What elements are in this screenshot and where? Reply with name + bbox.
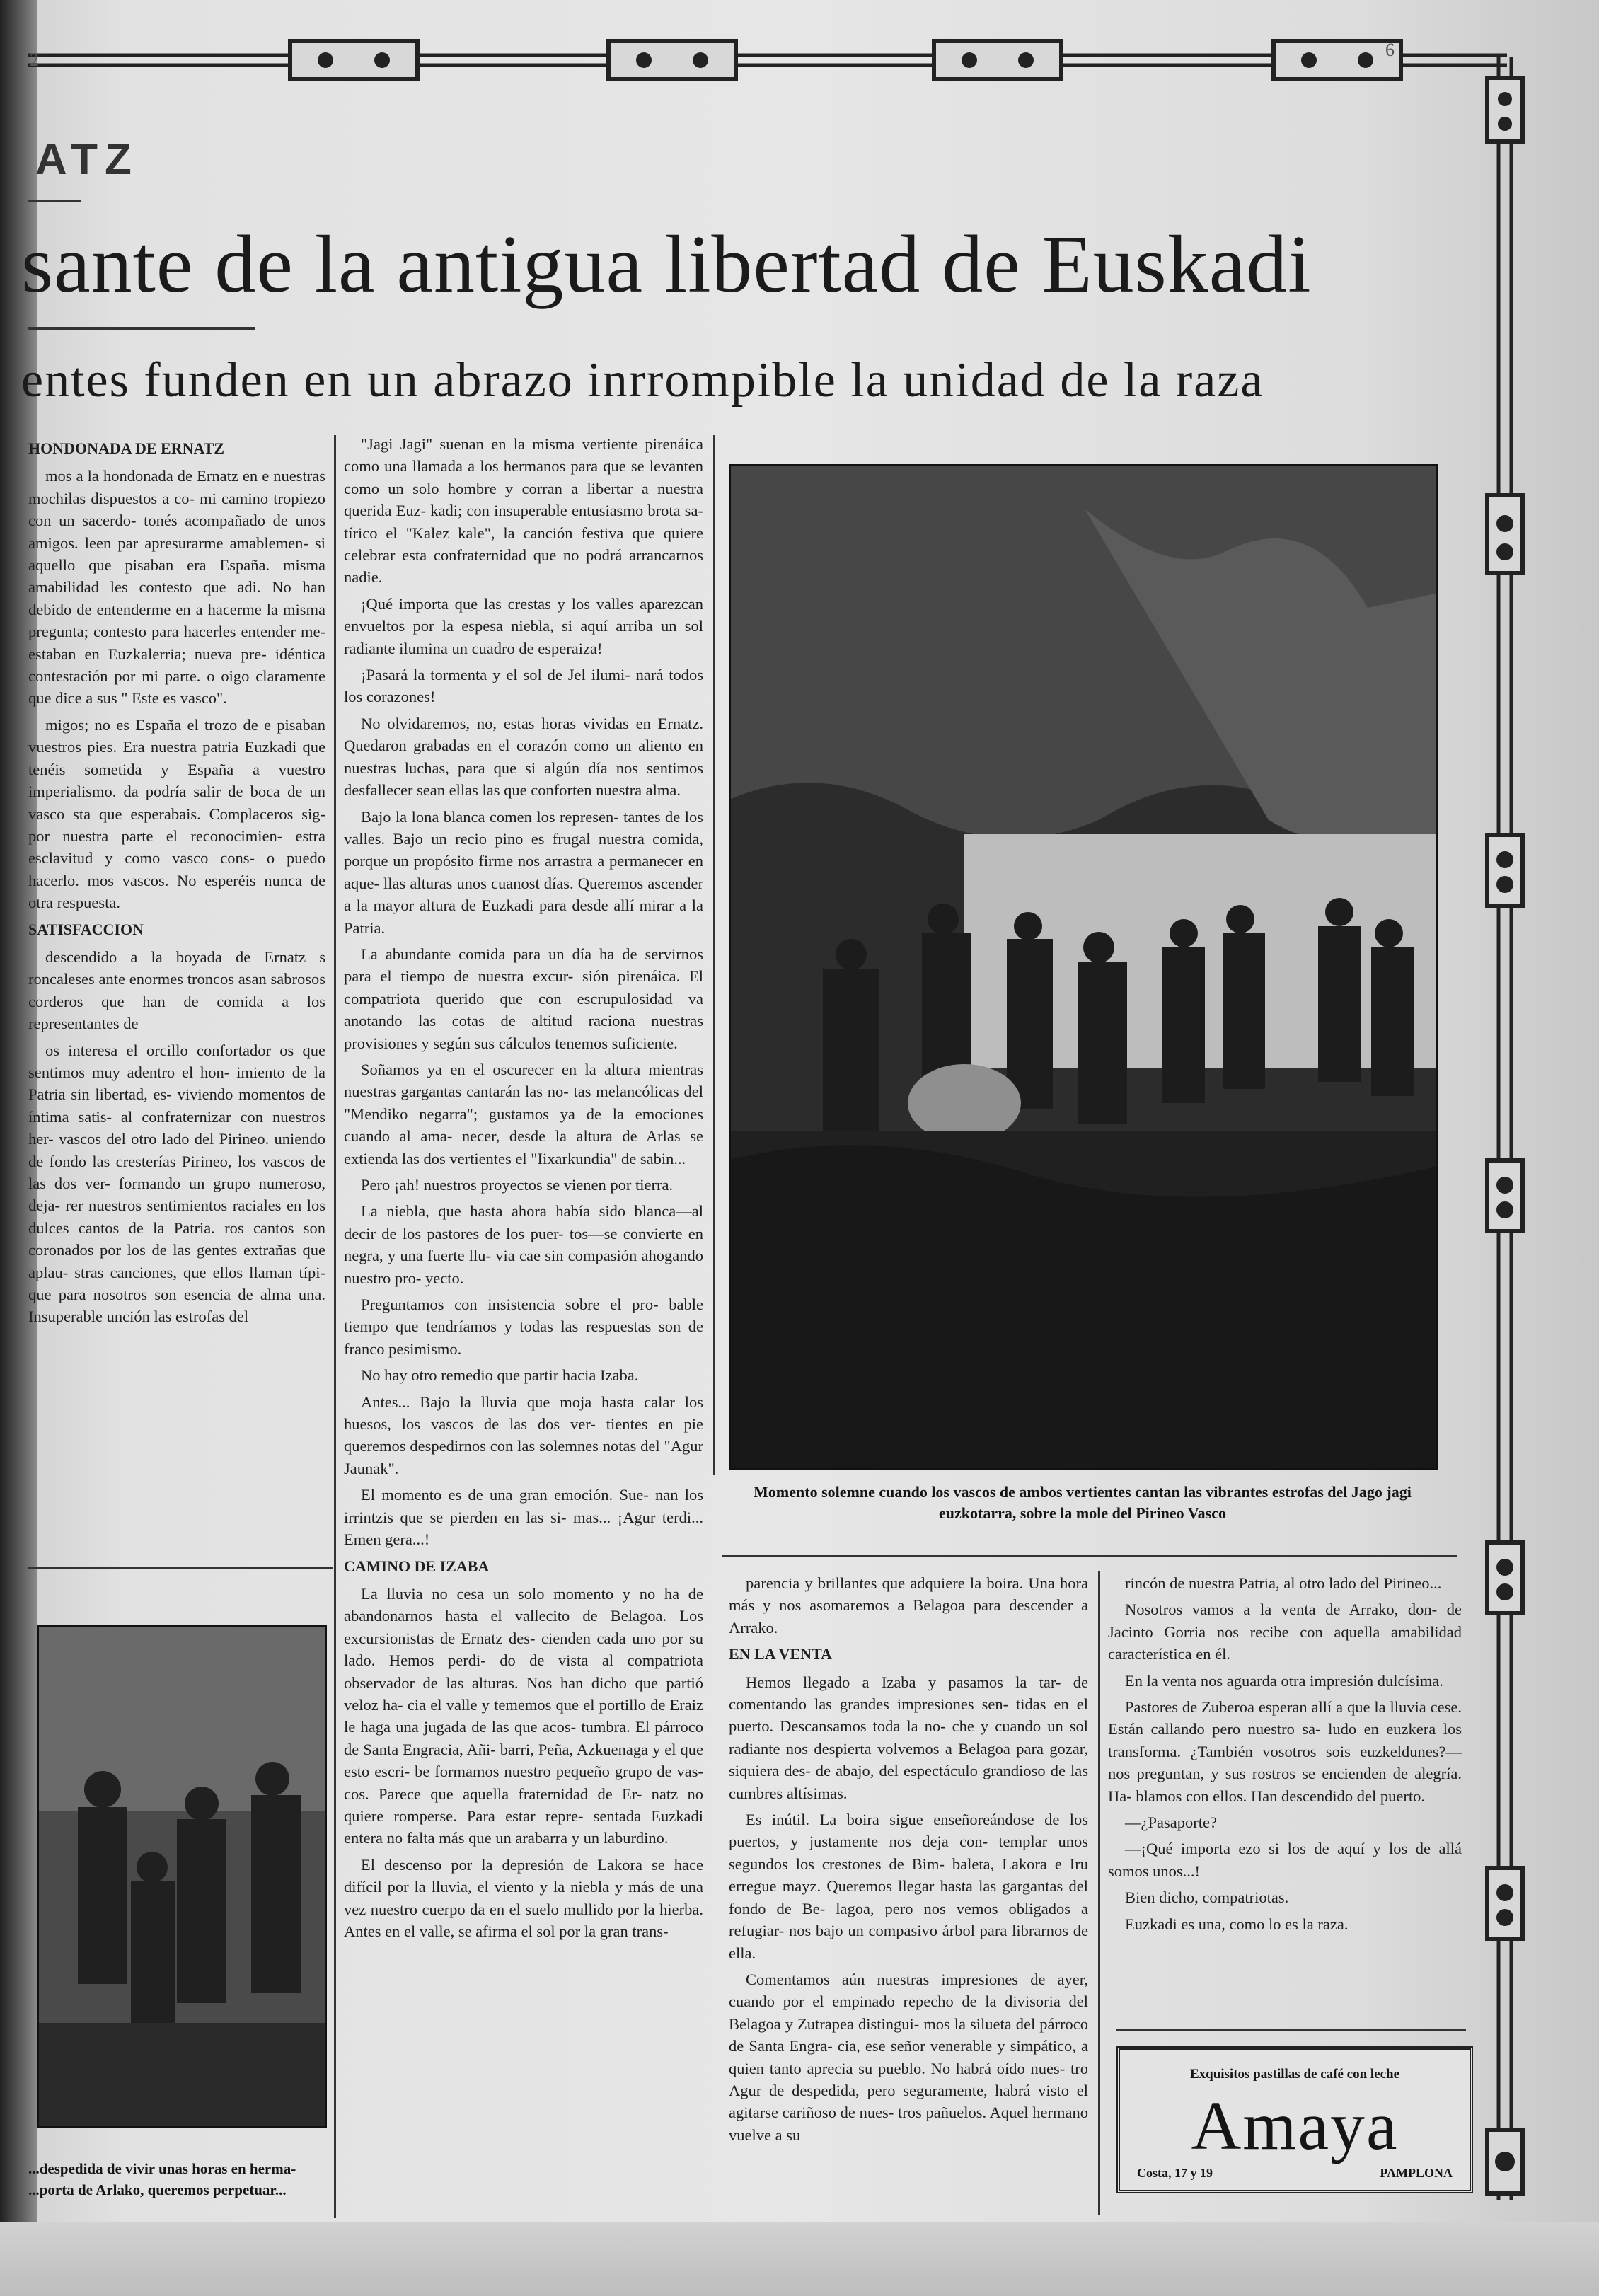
paragraph: No hay otro remedio que partir hacia Izaba. <box>361 1366 639 1385</box>
page-number-left: 2 <box>30 50 39 70</box>
paragraph: rincón de nuestra Patria, al otro lado del Pirineo... <box>1125 1574 1442 1592</box>
column-1-heading-2: SATISFACCION <box>28 920 144 938</box>
paragraph: "Jagi Jagi" suenan en la misma vertiente pirenáica como una llamada a los hermanos para que se levanten como un solo hombre y corran a libertar a nuestra querida Euz- kadi; con insuperable entusiasmo brota sa- tírico el "Kalez kale", la canción festiva que quiere celebrar esta confraternidad que no podrá arrancarnos nadie. <box>344 435 703 587</box>
section-title: ATZ <box>35 135 139 184</box>
article-column-3 <box>729 1572 1088 2150</box>
page-bottom-edge <box>0 2222 1599 2296</box>
column-1-rule <box>28 1567 333 1569</box>
paragraph: mos a la hondonada de Ernatz en e nuestras mochilas dispuestos a co- mi camino tropiezo con un sacerdo- tonés acompañado de unos amigos. leen par apresurarme amablemen- si aquello que pisaban era España. misma amabilidad les contesto que adi. No han debido de entenderme en a hacerme la misma pregunta; contesto para hacerles entender me- estaban en Euzkalerria; nueva pre- idéntica contestación por mi parte. o oigo claramente que dice a sus " Este es vasco". <box>28 467 325 708</box>
paragraph: En la venta nos aguarda otra impresión dulcísima. <box>1125 1671 1443 1690</box>
paragraph: Antes... Bajo la lluvia que moja hasta calar los huesos, los vascos de las dos ver- tientes en pie queremos despedirnos con las solemnes notas del "Agur Jaunak". <box>344 1392 703 1477</box>
paragraph: La lluvia no cesa un solo momento y no ha de abandonarnos hasta el vallecito de Belagoa. Los excursionistas de Ernatz des- cienden cada uno por su lado. Hemos perdi- do de vista al compatriota observador de las alturas. Nos han dicho que partió veloz ha- cia el valle y tememos que el portillo de Eraiz le haga una jugada de las que acos- tumbra. El párroco de Santa Engracia, Añi- barri, Peña, Azkuenaga y el que esto escri- be formamos nuestro pequeño grupo de vas- cos. Parece que aquella fraternidad de Er- natz no quiere romperse. Para estar repre- sentada Euzkadi entera no falta más que un arabarra y un laburdino. <box>344 1584 703 1847</box>
advertisement-box <box>1116 2046 1473 2193</box>
paragraph: Comentamos aún nuestras impresiones de ayer, cuando por el empinado repecho de la divisoria del Belagoa y Zutrapea distingui- mos la silueta del párroco de Santa Engra- cia, ese señor venerable y simpático, a quien tanto aprecia su pueblo. No habrá oído nues- tro Agur de despedida, pero seguramente, habrá visto el agitarse cariñoso de nues- tros pañuelos. Aquel hermano vuelve a su <box>729 1970 1088 2144</box>
ad-city: PAMPLONA <box>1380 2166 1453 2180</box>
headline-rule <box>28 327 255 330</box>
subheadline: entes funden en un abrazo inrrompible la unidad de la raza <box>21 353 1264 408</box>
paragraph: Pastores de Zuberoa esperan allí a que la lluvia cese. Están callando pero nuestro sa- ludo en euzkera los transforma. ¿También vosotros sois euzkeldunes?—nos preguntan, y sus rostros se encienden de alegría. Ha- blamos con ellos. Han descendido del puerto. <box>1108 1698 1462 1805</box>
paragraph: —¡Qué importa ezo si los de aquí y los de allá somos unos...! <box>1108 1840 1462 1880</box>
paragraph: parencia y brillantes que adquiere la boira. Una hora más y nos asomaremos a Belagoa para descender a Arrako. <box>729 1574 1088 1637</box>
lower-left-photo <box>37 1625 327 2128</box>
paragraph: Es inútil. La boira sigue enseñoreándose de los puertos, y justamente nos deja con- templar unos segundos los crestones de Bim- baleta, Lakora e Iru erregue mayz. Queremos llegar hasta las gargantas del fondo de Be- lagoa, pero nos vemos obligados a refugiar- nos bajo un compasivo árbol para librarnos de ella. <box>729 1811 1088 1962</box>
page-number-right: 6 <box>1385 40 1395 60</box>
ad-tagline: Exquisitos pastillas de café con leche <box>1189 2067 1400 2082</box>
paragraph: No olvidaremos, no, estas horas vividas en Ernatz. Quedaron grabadas en el corazón como un aliento en nuestras luchas, para que si algún día nos sentimos desfallecer sean ellas las que conforten nuestra alma. <box>344 714 703 800</box>
paragraph: Euzkadi es una, como lo es la raza. <box>1125 1915 1349 1933</box>
paragraph: Bien dicho, compatriotas. <box>1125 1888 1289 1907</box>
paragraph: Hemos llegado a Izaba y pasamos la tar- de comentando las grandes impresiones sen- tidas en el puerto. Descansamos toda la no- che y cuando un sol radiante nos despierta volvemos a Belagoa para gozar, siquiera des- de abajo, del espectáculo grandioso de las cumbres altísimas. <box>729 1673 1088 1802</box>
ad-top-rule <box>1116 2029 1466 2031</box>
column-3-heading: EN LA VENTA <box>729 1645 832 1663</box>
ad-address: Costa, 17 y 19 <box>1137 2166 1213 2180</box>
crowd-photo-illustration <box>39 1627 325 2126</box>
main-photo <box>729 464 1438 1470</box>
paragraph: Nosotros vamos a la venta de Arrako, don- de Jacinto Gorria nos recibe con aquella amabilidad característica en él. <box>1108 1600 1462 1663</box>
paragraph: El descenso por la depresión de Lakora se hace difícil por la lluvia, el viento y la niebla y más de una vez nuestro cuerpo da en el suelo mullido por la hierba. Antes en el valle, se afirma el sol por la gran trans- <box>344 1855 703 1940</box>
paragraph: La abundante comida para un día ha de servirnos para el tiempo de nuestra excur- sión pirenáica. El compatriota querido que con escrupulosidad va anotando las cotas de altitud raciona nuestras provisiones y según sus cálculos tenemos suficiente. <box>344 945 703 1052</box>
right-ornamental-border <box>1472 57 1535 2200</box>
column-divider-2 <box>713 435 715 1475</box>
headline: sante de la antigua libertad de Euskadi <box>21 219 1312 310</box>
paragraph: —¿Pasaporte? <box>1125 1813 1217 1832</box>
paragraph: Bajo la lona blanca comen los represen- tantes de los valles. Bajo un recio pino es frugal nuestra comida, porque un propósito firme nos arrastra a permanecer en aque- llas alturas unos cuanost días. Queremos ascender a la mayor altura de Euzkadi para desde allí mirar a la Patria. <box>344 807 703 937</box>
section-rule <box>28 200 81 202</box>
paragraph: os interesa el orcillo confortador os que sentimos muy adentro el hon- imiento de la Patria sin libertad, es- viviendo momentos de íntima satis- al confraternizar con nuestros her- vascos del otro lado del Pirineo. uniendo de fondo las cresterías Pirineo, los vascos de las dos ver- formando un grupo numeroso, deja- rer nuestros sentimientos raciales en los dulces cantos de la Patria. ros cantos son coronados por los de las gentes extrañas que aplau- stras canciones, que ellos llaman típi- que para nosotros son esencia de alma una. Insuperable unción las estrofas del <box>28 1041 325 1326</box>
photo-bottom-rule <box>722 1555 1457 1557</box>
main-photo-caption: Momento solemne cuando los vascos de ambos vertientes cantan las vibrantes estrofas del Jago jagi euzkotarra, sobre la mole del Pirineo Vasco <box>754 1483 1412 1522</box>
paragraph: ¡Qué importa que las crestas y los valles aparezcan envueltos por la espesa niebla, si aquí arriba un sol radiante ilumina un cuadro de esperaiza! <box>344 594 703 657</box>
column-2-heading: CAMINO DE IZABA <box>344 1557 490 1575</box>
ad-brand: Amaya <box>1191 2088 1399 2164</box>
column-divider-3 <box>1098 1571 1100 2215</box>
paragraph: El momento es de una gran emoción. Sue- nan los irrintzis que se pierden en las si- mas... ¡Agur terdi... Emen gera...! <box>344 1486 703 1549</box>
column-1-heading-1: HONDONADA DE ERNATZ <box>28 439 225 457</box>
mountain-gathering-illustration <box>731 466 1436 1468</box>
article-column-4 <box>1108 1572 1462 1939</box>
top-ornamental-border <box>28 31 1507 89</box>
column-divider-1 <box>334 435 336 2218</box>
article-column-2 <box>344 433 703 1946</box>
paragraph: migos; no es España el trozo de e pisaban vuestros pies. Era nuestra patria Euzkadi que tenéis sometida y España a vuestro imperialismo. da podría salir de boca de un vasco sta que esperabais. Complaceros sig- por nuestra parte el reconocimien- estra esclavitud y como vasco cons- o puedo hacerlo. mos vascos. No esperéis nunca de otra respuesta. <box>28 715 325 912</box>
paragraph: La niebla, que hasta ahora había sido blanca—al decir de los pastores de los puer- tos—se convierte en negra, y una fuerte llu- via cae sin compasión ahogando nuestro pro- yecto. <box>344 1202 703 1287</box>
paragraph: descendido a la boyada de Ernatz s roncaleses ante enormes troncos asan sabrosos corderos que han de comida a los representantes de <box>28 947 325 1033</box>
paragraph: ¡Pasará la tormenta y el sol de Jel ilumi- nará todos los corazones! <box>344 666 703 706</box>
paragraph: Pero ¡ah! nuestros proyectos se vienen por tierra. <box>361 1176 674 1194</box>
paragraph: Soñamos ya en el oscurecer en la altura mientras nuestras gargantas cantarán las no- tas melancólicas del "Mendiko negarra"; gustamos ya de la emociones cuando al ama- necer, desde la altura de Arlas se extienda las dos vertientes el "Iixarkundia" de sabin... <box>344 1060 703 1167</box>
paragraph: Preguntamos con insistencia sobre el pro- bable tiempo que tendríamos y todas las respuestas son de franco pesimismo. <box>344 1296 703 1358</box>
lower-photo-caption: ...despedida de vivir unas horas en herma- ...porta de Arlako, queremos perpetuar... <box>28 2160 296 2198</box>
article-column-1 <box>28 433 325 1332</box>
